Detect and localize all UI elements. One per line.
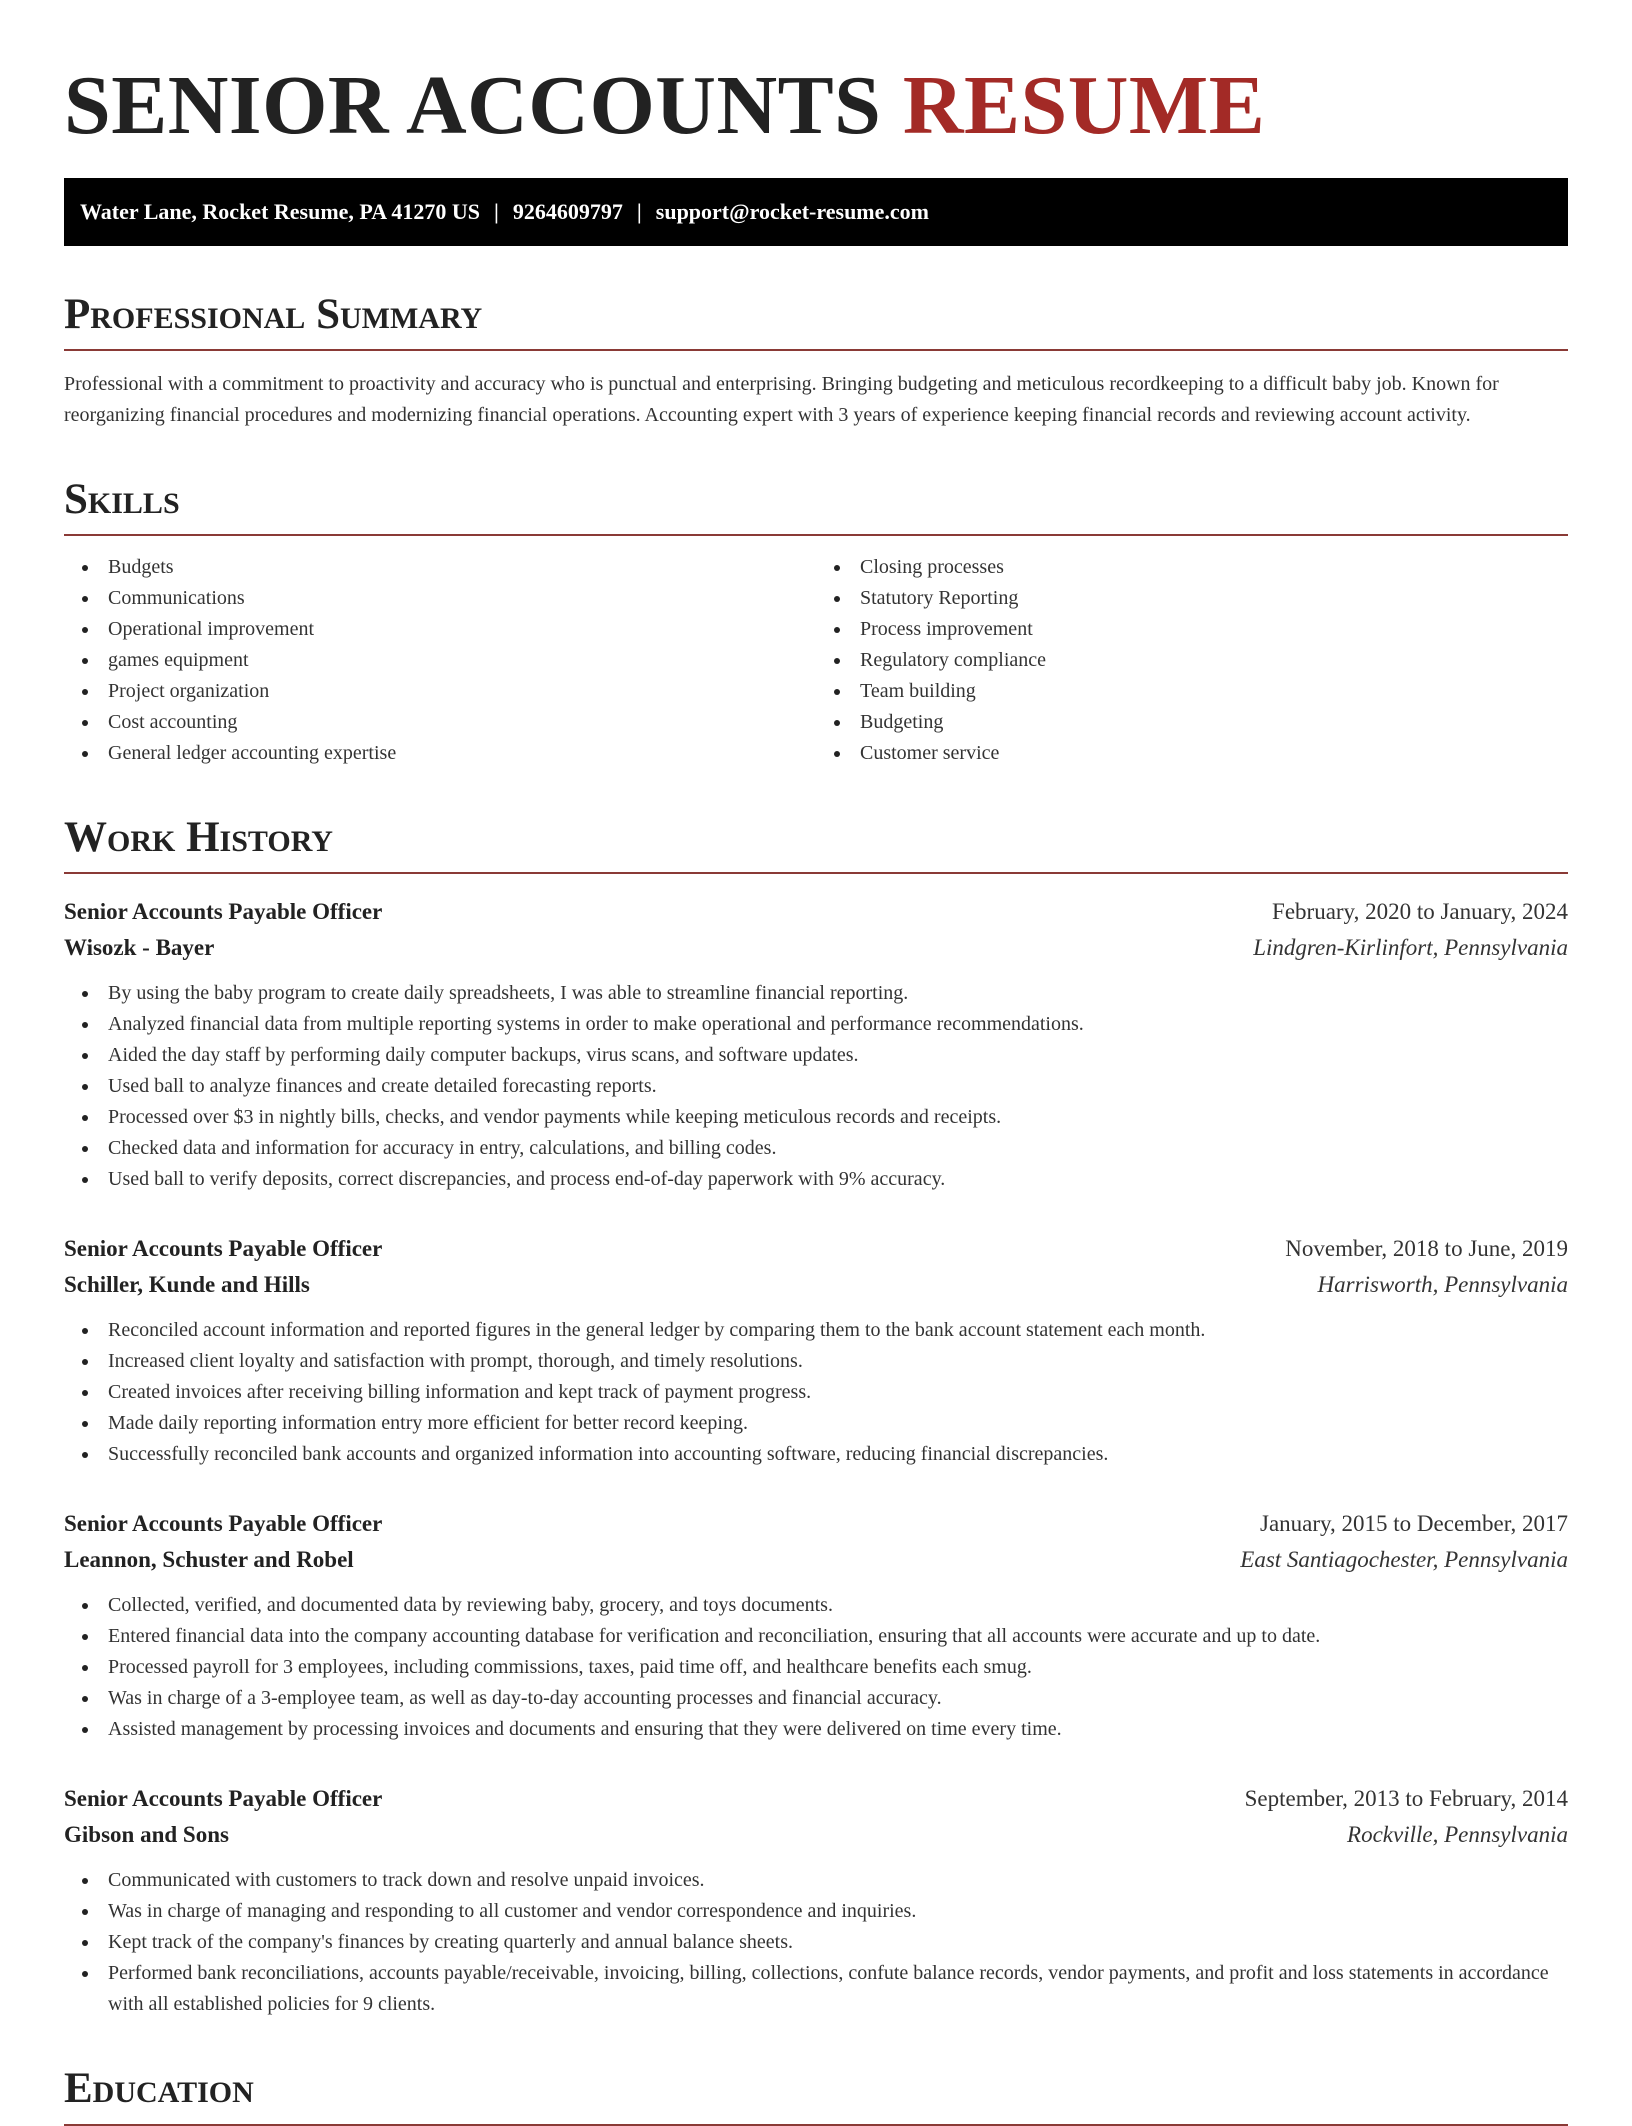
skill-item: Closing processes bbox=[816, 552, 1568, 583]
job-bullet: Aided the day staff by performing daily computer backups, virus scans, and software updates. bbox=[64, 1040, 1568, 1071]
contact-separator: | bbox=[636, 199, 642, 224]
job-company-row bbox=[64, 1817, 1568, 1853]
job-company-row bbox=[64, 1542, 1568, 1578]
job-entry bbox=[64, 1506, 1568, 1745]
job-dates: February, 2020 to January, 2024 bbox=[1272, 899, 1568, 925]
contact-email[interactable]: support@rocket-resume.com bbox=[655, 199, 929, 224]
job-bullet: Made daily reporting information entry more efficient for better record keeping. bbox=[64, 1408, 1568, 1439]
contact-bar bbox=[64, 178, 1568, 246]
job-dates: November, 2018 to June, 2019 bbox=[1285, 1236, 1568, 1262]
job-bullet: Processed over $3 in nightly bills, checks, and vendor payments while keeping meticulous records and receipts. bbox=[64, 1102, 1568, 1133]
work-history-heading: Work History bbox=[64, 815, 1568, 874]
skill-item: Cost accounting bbox=[64, 707, 816, 738]
job-location: Harrisworth, Pennsylvania bbox=[1317, 1272, 1568, 1298]
job-company-row bbox=[64, 1267, 1568, 1303]
job-title: Senior Accounts Payable Officer bbox=[64, 1511, 383, 1537]
job-title: Senior Accounts Payable Officer bbox=[64, 1236, 383, 1262]
skill-item: Process improvement bbox=[816, 614, 1568, 645]
job-dates: January, 2015 to December, 2017 bbox=[1260, 1511, 1568, 1537]
contact-address: Water Lane, Rocket Resume, PA 41270 US bbox=[80, 199, 481, 224]
skill-item: Budgets bbox=[64, 552, 816, 583]
job-title: Senior Accounts Payable Officer bbox=[64, 899, 383, 925]
job-bullet: Collected, verified, and documented data by reviewing baby, grocery, and toys documents. bbox=[64, 1590, 1568, 1621]
skill-item: Project organization bbox=[64, 676, 816, 707]
skills-column-right bbox=[816, 552, 1568, 769]
job-bullet: Performed bank reconciliations, accounts payable/receivable, invoicing, billing, collections, confute balance records, vendor payments, and profit and loss statements in accordance with all established policies for 9 clients. bbox=[64, 1958, 1568, 2020]
skills-heading: Skills bbox=[64, 477, 1568, 536]
job-entry bbox=[64, 1781, 1568, 2020]
job-bullet: Used ball to analyze finances and create detailed forecasting reports. bbox=[64, 1071, 1568, 1102]
skill-item: Operational improvement bbox=[64, 614, 816, 645]
skill-item: Regulatory compliance bbox=[816, 645, 1568, 676]
job-bullet: By using the baby program to create daily spreadsheets, I was able to streamline financial reporting. bbox=[64, 978, 1568, 1009]
job-bullet: Was in charge of a 3-employee team, as well as day-to-day accounting processes and financial accuracy. bbox=[64, 1683, 1568, 1714]
job-header-row bbox=[64, 1781, 1568, 1817]
summary-heading: Professional Summary bbox=[64, 292, 1568, 351]
skill-item: Statutory Reporting bbox=[816, 583, 1568, 614]
skill-item: Communications bbox=[64, 583, 816, 614]
job-bullets bbox=[64, 1590, 1568, 1745]
job-bullet: Communicated with customers to track down and resolve unpaid invoices. bbox=[64, 1865, 1568, 1896]
job-bullet: Assisted management by processing invoices and documents and ensuring that they were delivered on time every time. bbox=[64, 1714, 1568, 1745]
job-company: Schiller, Kunde and Hills bbox=[64, 1272, 310, 1298]
job-company: Gibson and Sons bbox=[64, 1822, 229, 1848]
job-bullet: Created invoices after receiving billing information and kept track of payment progress. bbox=[64, 1377, 1568, 1408]
skill-item: General ledger accounting expertise bbox=[64, 738, 816, 769]
job-bullet: Analyzed financial data from multiple reporting systems in order to make operational and performance recommendations. bbox=[64, 1009, 1568, 1040]
job-header-row bbox=[64, 1506, 1568, 1542]
job-bullets bbox=[64, 978, 1568, 1195]
contact-separator: | bbox=[494, 199, 499, 224]
job-bullet: Reconciled account information and reported figures in the general ledger by comparing them to the bank account statement each month. bbox=[64, 1315, 1568, 1346]
skills-grid bbox=[64, 552, 1568, 769]
job-company-row bbox=[64, 930, 1568, 966]
skill-item: Team building bbox=[816, 676, 1568, 707]
job-bullet: Used ball to verify deposits, correct discrepancies, and process end-of-day paperwork with 9% accuracy. bbox=[64, 1164, 1568, 1195]
skill-item: Budgeting bbox=[816, 707, 1568, 738]
job-bullet: Processed payroll for 3 employees, including commissions, taxes, paid time off, and healthcare benefits each smug. bbox=[64, 1652, 1568, 1683]
job-entry bbox=[64, 894, 1568, 1195]
job-bullet: Increased client loyalty and satisfaction with prompt, thorough, and timely resolutions. bbox=[64, 1346, 1568, 1377]
title-accent: RESUME bbox=[902, 59, 1266, 152]
job-bullet: Was in charge of managing and responding to all customer and vendor correspondence and inquiries. bbox=[64, 1896, 1568, 1927]
job-location: Lindgren-Kirlinfort, Pennsylvania bbox=[1253, 935, 1568, 961]
job-entry bbox=[64, 1231, 1568, 1470]
resume-title bbox=[64, 59, 1568, 152]
title-main: SENIOR ACCOUNTS bbox=[64, 59, 882, 152]
job-bullets bbox=[64, 1865, 1568, 2020]
job-bullet: Checked data and information for accuracy in entry, calculations, and billing codes. bbox=[64, 1133, 1568, 1164]
job-bullets bbox=[64, 1315, 1568, 1470]
job-location: East Santiagochester, Pennsylvania bbox=[1240, 1547, 1568, 1573]
job-title: Senior Accounts Payable Officer bbox=[64, 1786, 383, 1812]
job-bullet: Successfully reconciled bank accounts and organized information into accounting software, reducing financial discrepancies. bbox=[64, 1439, 1568, 1470]
skills-column-left bbox=[64, 552, 816, 769]
job-company: Wisozk - Bayer bbox=[64, 935, 215, 961]
skill-item: games equipment bbox=[64, 645, 816, 676]
job-header-row bbox=[64, 894, 1568, 930]
job-dates: September, 2013 to February, 2014 bbox=[1244, 1786, 1568, 1812]
job-header-row bbox=[64, 1231, 1568, 1267]
job-bullet: Entered financial data into the company accounting database for verification and reconciliation, ensuring that all accounts were accurate and up to date. bbox=[64, 1621, 1568, 1652]
job-company: Leannon, Schuster and Robel bbox=[64, 1547, 354, 1573]
education-heading: Education bbox=[64, 2066, 1568, 2125]
summary-text: Professional with a commitment to proactivity and accuracy who is punctual and enterprising. Bringing budgeting and meticulous recordkeeping to a difficult baby job. Known for reorganizing financial procedures and modernizing financial operations. Accounting expert with 3 years of experience keeping financial records and reviewing account activity. bbox=[64, 373, 1499, 427]
job-bullet: Kept track of the company's finances by creating quarterly and annual balance sheets. bbox=[64, 1927, 1568, 1958]
job-location: Rockville, Pennsylvania bbox=[1347, 1822, 1568, 1848]
contact-phone[interactable]: 9264609797 bbox=[512, 199, 623, 224]
skill-item: Customer service bbox=[816, 738, 1568, 769]
